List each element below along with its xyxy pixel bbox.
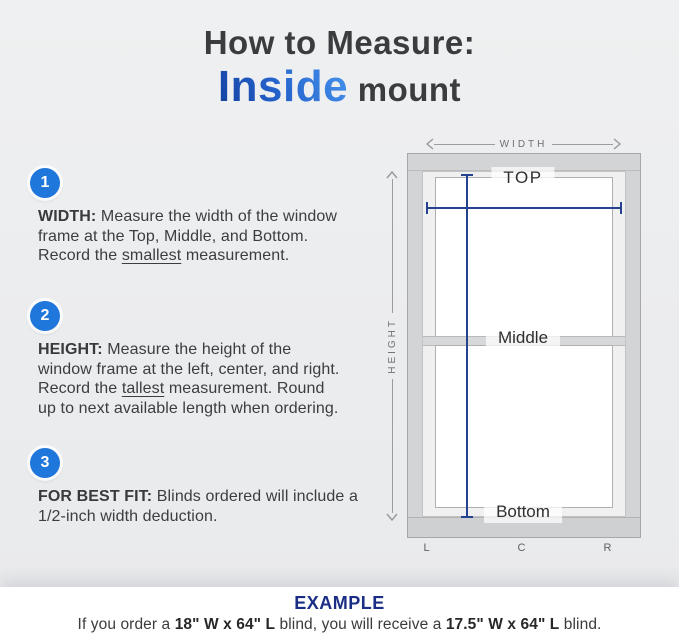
page-title bbox=[0, 26, 679, 109]
step-best-fit-label: FOR BEST FIT: bbox=[38, 488, 153, 505]
step-number-badge: 2 bbox=[30, 301, 60, 331]
measure-cap bbox=[461, 516, 473, 518]
step-height-body: Measure the height of the window frame at the left, center, and right. Record the bbox=[38, 341, 340, 397]
lcr-marks bbox=[380, 542, 672, 558]
arrow-up-icon bbox=[386, 170, 398, 179]
mark-left: L bbox=[423, 542, 431, 554]
title-line2 bbox=[0, 62, 679, 111]
arrow-left-icon bbox=[425, 138, 434, 150]
step-height-label: HEIGHT: bbox=[38, 341, 103, 358]
example-part: blind, you will receive a bbox=[275, 616, 446, 633]
step-height-tail: measurement. Round up to next available length when ordering. bbox=[38, 380, 339, 417]
upper-sash-glass bbox=[435, 177, 613, 337]
title-prefix: How to Measure: bbox=[203, 24, 476, 61]
lower-sash-glass bbox=[435, 345, 613, 508]
example-part: blind. bbox=[559, 616, 602, 633]
step-width-tail: measurement. bbox=[181, 247, 290, 264]
width-axis-label: WIDTH bbox=[499, 138, 548, 150]
step-best-fit-body: Blinds ordered will include a 1/2-inch width deduction. bbox=[38, 488, 358, 525]
window-measure-diagram bbox=[380, 130, 672, 578]
arrow-down-icon bbox=[386, 513, 398, 522]
example-received-size: 17.5" W x 64" L bbox=[445, 616, 560, 633]
step-number-badge: 1 bbox=[30, 168, 60, 198]
step-width-body: Measure the width of the window frame at the Top, Middle, and Bottom. Record the bbox=[38, 208, 338, 264]
example-sentence bbox=[0, 616, 679, 634]
step-width-underlined: smallest bbox=[121, 247, 182, 264]
measure-cap bbox=[461, 174, 473, 176]
label-middle: Middle bbox=[486, 327, 560, 349]
height-dimension-arrow bbox=[384, 170, 400, 522]
step-height bbox=[28, 301, 380, 418]
step-width bbox=[28, 168, 380, 266]
measure-cap bbox=[620, 202, 622, 214]
arrow-right-icon bbox=[613, 138, 622, 150]
step-number-badge: 3 bbox=[30, 448, 60, 478]
arrow-line bbox=[552, 144, 613, 145]
width-dimension-arrow bbox=[425, 137, 622, 151]
height-measure-line bbox=[466, 174, 468, 518]
step-height-text bbox=[38, 340, 340, 418]
label-top: TOP bbox=[491, 167, 554, 189]
arrow-line bbox=[392, 179, 393, 313]
step-width-label: WIDTH: bbox=[38, 208, 97, 225]
step-height-underlined: tallest bbox=[121, 380, 165, 397]
step-best-fit-text bbox=[38, 487, 380, 526]
title-highlight: Inside bbox=[217, 62, 349, 111]
height-axis-label: HEIGHT bbox=[386, 318, 398, 374]
example-ordered-size: 18" W x 64" L bbox=[174, 616, 276, 633]
step-width-text bbox=[38, 207, 340, 266]
width-measure-line bbox=[426, 207, 622, 209]
mark-right: R bbox=[603, 542, 613, 554]
example-footer bbox=[0, 587, 679, 642]
example-part: If you order a bbox=[77, 616, 175, 633]
title-suffix: mount bbox=[348, 71, 462, 108]
label-bottom: Bottom bbox=[484, 501, 562, 523]
arrow-line bbox=[434, 144, 495, 145]
measure-cap bbox=[426, 202, 428, 214]
mark-center: C bbox=[517, 542, 527, 554]
example-heading: EXAMPLE bbox=[294, 593, 385, 613]
arrow-line bbox=[392, 379, 393, 513]
step-best-fit bbox=[28, 448, 380, 526]
